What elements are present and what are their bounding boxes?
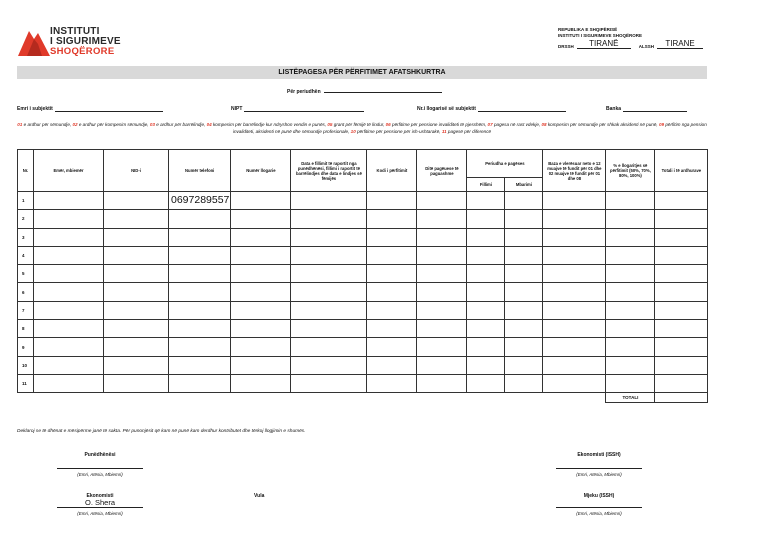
- row-number: 4: [18, 246, 34, 264]
- table-cell[interactable]: [655, 320, 708, 338]
- table-row: [18, 246, 708, 264]
- legend-text: e ardhur për kompesim sëmundje,: [78, 122, 149, 127]
- table-cell[interactable]: [104, 228, 169, 246]
- table-cell[interactable]: [606, 356, 655, 374]
- header-days: Ditë pagëuese të paguashme: [417, 150, 467, 192]
- table-cell[interactable]: [606, 265, 655, 283]
- table-cell[interactable]: [606, 246, 655, 264]
- table-cell[interactable]: [606, 374, 655, 392]
- row-number: 2: [18, 210, 34, 228]
- table-cell[interactable]: [655, 356, 708, 374]
- table-cell[interactable]: [417, 283, 467, 301]
- economist-line: [57, 507, 143, 508]
- logo: [18, 27, 138, 59]
- table-cell[interactable]: [467, 246, 505, 264]
- phone-cell[interactable]: [169, 228, 231, 246]
- table-cell[interactable]: [543, 228, 606, 246]
- table-cell[interactable]: [417, 374, 467, 392]
- row-number: 8: [18, 320, 34, 338]
- table-cell[interactable]: [291, 228, 367, 246]
- table-cell[interactable]: [34, 228, 104, 246]
- header-period-from: Fillimi: [467, 178, 505, 192]
- row-number: 5: [18, 265, 34, 283]
- table-cell[interactable]: [34, 246, 104, 264]
- table-cell[interactable]: [367, 265, 417, 283]
- legend-text: pagesa në rast vdekje,: [493, 122, 541, 127]
- table-cell[interactable]: [467, 374, 505, 392]
- employer-line: [57, 468, 143, 469]
- table-cell[interactable]: [655, 374, 708, 392]
- employer-label: Punëdhënësi: [84, 452, 116, 458]
- row-number: 3: [18, 228, 34, 246]
- economist-signature: [57, 493, 143, 516]
- phone-cell[interactable]: [169, 246, 231, 264]
- table-cell[interactable]: [505, 356, 543, 374]
- table-cell[interactable]: [655, 246, 708, 264]
- table-cell[interactable]: [291, 283, 367, 301]
- table-cell[interactable]: [417, 228, 467, 246]
- table-cell[interactable]: [543, 301, 606, 319]
- table-cell[interactable]: [367, 338, 417, 356]
- table-cell[interactable]: [655, 192, 708, 210]
- table-cell[interactable]: [505, 265, 543, 283]
- header-phone: Numër telefoni: [169, 150, 231, 192]
- phone-cell[interactable]: [169, 320, 231, 338]
- employer-value[interactable]: [57, 460, 143, 467]
- total-spacer: [18, 393, 606, 403]
- table-cell[interactable]: [606, 301, 655, 319]
- row-number: 10: [18, 356, 34, 374]
- table-cell[interactable]: [467, 228, 505, 246]
- table-row: [18, 228, 708, 246]
- table-cell[interactable]: [367, 283, 417, 301]
- legend-text: përfitime për pensione invaliditeti të pjesshëm,: [392, 122, 487, 127]
- table-cell[interactable]: [606, 320, 655, 338]
- table-cell[interactable]: [417, 192, 467, 210]
- table-cell[interactable]: [606, 228, 655, 246]
- table-cell[interactable]: [231, 210, 291, 228]
- economist-issh-caption: (Emri, Atësia, Mbiemri): [576, 472, 622, 477]
- legend-code: 06: [385, 122, 391, 127]
- republic-line1: REPUBLIKA E SHQIPËRISË: [558, 27, 618, 32]
- table-cell[interactable]: [655, 338, 708, 356]
- table-cell[interactable]: [655, 283, 708, 301]
- stamp-label: Vula: [254, 493, 265, 499]
- table-cell[interactable]: [231, 374, 291, 392]
- alssh-label: ALSSH: [638, 44, 655, 49]
- republic-line2: INSTITUTI I SIGURIMEVE SHOQËRORE: [558, 32, 643, 38]
- logo-line2: I SIGURIMEVE: [50, 36, 121, 47]
- phone-cell[interactable]: [169, 210, 231, 228]
- table-cell[interactable]: [467, 356, 505, 374]
- table-cell[interactable]: [291, 320, 367, 338]
- table-cell[interactable]: [417, 265, 467, 283]
- header-nid: NID-i: [104, 150, 169, 192]
- total-row: [18, 393, 708, 403]
- doctor-caption: (Emri, Atësia, Mbiemri): [576, 511, 622, 516]
- header-period: Periudha e pagëses: [467, 150, 543, 178]
- table-cell[interactable]: [543, 283, 606, 301]
- table-cell[interactable]: [291, 265, 367, 283]
- table-row: [18, 210, 708, 228]
- table-cell[interactable]: [34, 356, 104, 374]
- table-row: [18, 356, 708, 374]
- table-cell[interactable]: [467, 283, 505, 301]
- table-cell[interactable]: [367, 356, 417, 374]
- table-cell[interactable]: [606, 283, 655, 301]
- table-cell[interactable]: [367, 228, 417, 246]
- bank-field: [606, 106, 687, 112]
- table-cell[interactable]: [543, 356, 606, 374]
- economist-value[interactable]: O. Shera: [84, 498, 115, 507]
- legend-code: 11: [441, 129, 447, 134]
- employer-caption: (Emri, Atësia, Mbiemri): [77, 472, 123, 477]
- total-label: TOTALI: [606, 393, 655, 403]
- alssh-value[interactable]: TIRANE: [657, 40, 703, 49]
- form-title: LISTËPAGESA PËR PËRFITIMET AFATSHKURTRA: [17, 66, 707, 79]
- table-cell[interactable]: [505, 301, 543, 319]
- row-number: 9: [18, 338, 34, 356]
- table-cell[interactable]: [505, 228, 543, 246]
- table-cell[interactable]: [505, 374, 543, 392]
- table-cell[interactable]: [104, 283, 169, 301]
- table-cell[interactable]: [34, 374, 104, 392]
- table-cell[interactable]: [231, 320, 291, 338]
- economist-issh-line: [556, 468, 642, 469]
- subject-field: [17, 106, 163, 112]
- mountain-icon: [18, 27, 50, 57]
- table-cell[interactable]: [34, 320, 104, 338]
- table-cell[interactable]: [104, 301, 169, 319]
- logo-line1: INSTITUTI: [50, 26, 100, 37]
- row-number: 6: [18, 283, 34, 301]
- table-cell[interactable]: [34, 338, 104, 356]
- republic-office-row: [558, 40, 703, 49]
- table-cell[interactable]: [655, 265, 708, 283]
- economist-caption: (Emri, Atësia, Mbiemri): [77, 511, 123, 516]
- header-percent: % e llogaritjes së përfitimit (50%, 70%, 80%, 100%): [606, 150, 655, 192]
- legend-text: kompesim për barrëlindje kur ndryshon vendin e punës,: [212, 122, 327, 127]
- table-cell[interactable]: [34, 283, 104, 301]
- table-cell[interactable]: [291, 301, 367, 319]
- table-cell[interactable]: [104, 192, 169, 210]
- table-cell[interactable]: [231, 338, 291, 356]
- logo-line3: SHOQËRORE: [50, 46, 115, 57]
- nipt-field: [231, 106, 364, 112]
- table-cell[interactable]: [467, 210, 505, 228]
- table-cell[interactable]: [655, 301, 708, 319]
- table-row: [18, 338, 708, 356]
- table-cell[interactable]: [467, 265, 505, 283]
- legend-text: kompesim për sëmundje për shkak aksidenti në punë,: [547, 122, 658, 127]
- table-cell[interactable]: [417, 338, 467, 356]
- benefit-code-legend: [17, 121, 707, 135]
- header-total: Totali i të ardhurave: [655, 150, 708, 192]
- table-cell[interactable]: [34, 265, 104, 283]
- table-cell[interactable]: [367, 192, 417, 210]
- table-cell[interactable]: [505, 338, 543, 356]
- employer-signature: [57, 452, 143, 477]
- row-number: 1: [18, 192, 34, 210]
- table-cell[interactable]: [543, 210, 606, 228]
- table-cell[interactable]: [655, 228, 708, 246]
- table-cell[interactable]: [543, 374, 606, 392]
- table-cell[interactable]: [505, 320, 543, 338]
- table-cell[interactable]: [606, 210, 655, 228]
- legend-code: 05: [327, 122, 333, 127]
- header-period-to: Mbarimi: [505, 178, 543, 192]
- legend-text: e ardhur për sëmundje,: [23, 122, 72, 127]
- table-cell[interactable]: [505, 283, 543, 301]
- account-field: [417, 106, 566, 112]
- doctor-value[interactable]: [556, 499, 642, 506]
- table-cell[interactable]: [367, 374, 417, 392]
- header-account: Numër llogarie: [231, 150, 291, 192]
- legend-text: pagesë për diferencë: [447, 129, 492, 134]
- economist-label: Ekonomisti: [86, 493, 114, 499]
- doctor-signature: [556, 493, 642, 516]
- row-number: 7: [18, 301, 34, 319]
- table-cell[interactable]: [231, 265, 291, 283]
- economist-issh-signature: [556, 452, 642, 477]
- table-cell[interactable]: [291, 192, 367, 210]
- legend-code: 07: [487, 122, 493, 127]
- table-cell[interactable]: [367, 301, 417, 319]
- phone-cell[interactable]: [169, 338, 231, 356]
- table-row: [18, 192, 708, 210]
- row-number: 11: [18, 374, 34, 392]
- payroll-table: [17, 149, 708, 403]
- table-cell[interactable]: [417, 356, 467, 374]
- legend-code: 02: [72, 122, 78, 127]
- legend-text: grant për fëmijë të lindur,: [333, 122, 385, 127]
- table-row: [18, 283, 708, 301]
- account-label: Nr.i llogarisë së subjektit: [417, 106, 476, 112]
- table-cell[interactable]: [417, 210, 467, 228]
- economist-issh-label: Ekonomisti (ISSH): [577, 452, 621, 458]
- table-cell[interactable]: [505, 192, 543, 210]
- table-cell[interactable]: [417, 301, 467, 319]
- table-cell[interactable]: [367, 210, 417, 228]
- table-cell[interactable]: [104, 210, 169, 228]
- drssh-label: DRSSH: [558, 44, 574, 49]
- table-cell[interactable]: [231, 228, 291, 246]
- table-cell[interactable]: [291, 210, 367, 228]
- table-cell[interactable]: [104, 356, 169, 374]
- table-row: [18, 301, 708, 319]
- table-cell[interactable]: [417, 246, 467, 264]
- subject-label: Emri i subjektit: [17, 106, 53, 112]
- republic-header: [558, 27, 642, 38]
- table-cell[interactable]: [231, 192, 291, 210]
- table-cell[interactable]: [291, 246, 367, 264]
- legend-code: 03: [149, 122, 155, 127]
- header-start-date: Data e fillimit të raportit nga punëdhënësi, fillimi i raportit të barrëlindjes dhe data e lindjes së fëmijës: [291, 150, 367, 192]
- bank-label: Banka: [606, 106, 622, 112]
- header-base: Baza e vlerësuar neto e 12 muajve të fundit për 01 dhe 02 muajve të fundit për 01 dhe 08: [543, 150, 606, 192]
- nipt-label: NIPT: [231, 106, 243, 112]
- phone-cell[interactable]: [169, 374, 231, 392]
- legend-code: 04: [206, 122, 212, 127]
- table-cell[interactable]: [367, 320, 417, 338]
- legend-code: 10: [350, 129, 356, 134]
- legend-code: 08: [541, 122, 547, 127]
- nipt-input-line[interactable]: [244, 107, 364, 112]
- legend-code: 09: [658, 122, 665, 127]
- phone-cell[interactable]: [169, 283, 231, 301]
- table-cell[interactable]: [34, 192, 104, 210]
- phone-cell[interactable]: 0697289557: [169, 192, 231, 210]
- table-cell[interactable]: [291, 374, 367, 392]
- table-cell[interactable]: [467, 338, 505, 356]
- subject-input-line[interactable]: [55, 107, 163, 112]
- economist-issh-value[interactable]: [556, 460, 642, 467]
- phone-cell[interactable]: [169, 301, 231, 319]
- table-cell[interactable]: [104, 246, 169, 264]
- table-cell[interactable]: [231, 301, 291, 319]
- phone-cell[interactable]: [169, 265, 231, 283]
- table-cell[interactable]: [543, 246, 606, 264]
- table-cell[interactable]: [34, 301, 104, 319]
- table-row: [18, 265, 708, 283]
- legend-text: përfitim nga pension invaliditeti, aksidenti në punë dhe sëmundje profesionale,: [232, 122, 707, 134]
- table-cell[interactable]: [606, 338, 655, 356]
- table-cell[interactable]: [543, 338, 606, 356]
- table-cell[interactable]: [231, 246, 291, 264]
- table-cell[interactable]: [606, 192, 655, 210]
- table-cell[interactable]: [543, 192, 606, 210]
- table-row: [18, 374, 708, 392]
- header-name: Emër, mbiemër: [34, 150, 104, 192]
- doctor-label: Mjeku (ISSH): [583, 493, 615, 499]
- bank-input-line[interactable]: [623, 107, 687, 112]
- table-cell[interactable]: [291, 338, 367, 356]
- total-value[interactable]: [655, 393, 708, 403]
- legend-text: e ardhur për barrëlindje,: [156, 122, 206, 127]
- legend-code: 01: [17, 122, 23, 127]
- table-cell[interactable]: [467, 301, 505, 319]
- table-cell[interactable]: [104, 338, 169, 356]
- table-row: [18, 320, 708, 338]
- header-nr: Nr.: [18, 150, 34, 192]
- table-cell[interactable]: [104, 320, 169, 338]
- table-cell[interactable]: [417, 320, 467, 338]
- table-cell[interactable]: [34, 210, 104, 228]
- period-field: [287, 88, 442, 95]
- period-label: Për periudhën: [287, 89, 321, 95]
- doctor-line: [556, 507, 642, 508]
- period-input-line[interactable]: [324, 88, 442, 93]
- table-cell[interactable]: [291, 356, 367, 374]
- table-cell[interactable]: [231, 283, 291, 301]
- legend-text: përfitime për pensione për ish-ushtarakë,: [357, 129, 441, 134]
- account-input-line[interactable]: [478, 107, 566, 112]
- table-cell[interactable]: [104, 374, 169, 392]
- table-cell[interactable]: [467, 192, 505, 210]
- table-cell[interactable]: [543, 265, 606, 283]
- table-cell[interactable]: [467, 320, 505, 338]
- table-cell[interactable]: [543, 320, 606, 338]
- header-benefit-code: Kodi i përfitimit: [367, 150, 417, 192]
- table-cell[interactable]: [655, 210, 708, 228]
- table-cell[interactable]: [367, 246, 417, 264]
- declaration-text: Deklaroj se të dhënat e mësipërme janë të sakta. Për punonjësit që kam në punë kam derdhur kontributet dhe tërkoj llogjimin e shumës.: [17, 429, 306, 434]
- table-cell[interactable]: [104, 265, 169, 283]
- table-cell[interactable]: [231, 356, 291, 374]
- table-cell[interactable]: [505, 210, 543, 228]
- phone-cell[interactable]: [169, 356, 231, 374]
- table-cell[interactable]: [505, 246, 543, 264]
- drssh-value[interactable]: TIRANË: [577, 40, 631, 49]
